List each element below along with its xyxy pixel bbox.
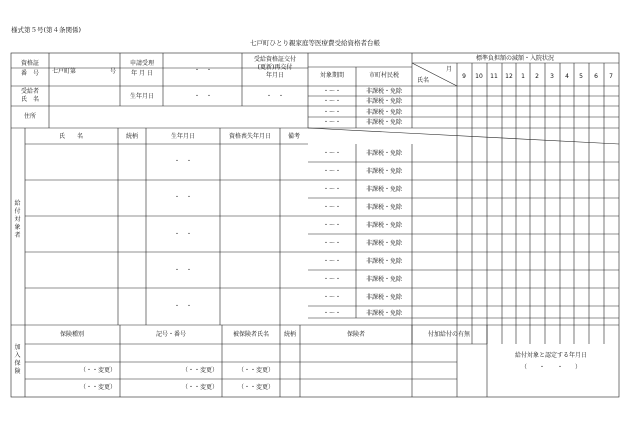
month-col: 12	[505, 73, 513, 80]
period-value: ・〜・	[322, 310, 342, 317]
certification-date-label: 給付対象と認定する年月日	[514, 352, 588, 359]
recipient-birthdate-value: ・ ・	[193, 93, 213, 100]
col-remarks-header: 備考	[287, 133, 301, 140]
col-birthdate-header: 生年月日	[170, 133, 196, 140]
col-name-header: 氏 名	[58, 133, 84, 140]
beneficiary-birthdate: ・ ・	[173, 194, 193, 201]
period-value: ・〜・	[322, 258, 342, 265]
certification-date-value: （ ・ ・ ）	[520, 364, 582, 371]
tax-status-value: 非課税・免除	[365, 276, 403, 283]
type-change-note: （・・変更）	[80, 384, 117, 391]
tax-status-value: 非課税・免除	[365, 150, 403, 157]
insurance-side-label: 加入保険	[14, 344, 21, 375]
col-insurer: 保険者	[346, 331, 366, 338]
period-value: ・〜・	[322, 204, 342, 211]
beneficiary-birthdate: ・ ・	[173, 158, 193, 165]
period-value: ・〜・	[322, 109, 342, 116]
col-loss-date-header: 資格喪失年月日	[228, 133, 272, 140]
tax-status-value: 非課税・免除	[365, 168, 403, 175]
tax-status-value: 非課税・免除	[365, 109, 403, 116]
tax-status-value: 非課税・免除	[365, 310, 403, 317]
period-value: ・〜・	[322, 294, 342, 301]
tax-status-value: 非課税・免除	[365, 119, 403, 126]
insured-change-note: （・・変更）	[238, 384, 275, 391]
beneficiary-birthdate: ・ ・	[173, 267, 193, 274]
tax-status-value: 非課税・免除	[365, 294, 403, 301]
month-col: 11	[490, 73, 498, 80]
col-additional-benefit: 付加給付の有無	[427, 331, 471, 338]
form-frame	[11, 53, 619, 397]
insured-change-note: （・・変更）	[238, 367, 275, 374]
tax-status-value: 非課税・免除	[365, 98, 403, 105]
col-insured-name: 被保険者氏名	[232, 331, 270, 338]
tax-status-value: 非課税・免除	[365, 240, 403, 247]
recipient-birthdate-label: 生年月日	[129, 93, 155, 100]
tax-status-value: 非課税・免除	[365, 222, 403, 229]
form-title: 七戸町ひとり親家庭等医療費受給資格者台帳	[250, 39, 380, 47]
reissue-date-value: ・ ・	[265, 93, 285, 100]
recipient-name-label: 受給者 氏 名	[20, 88, 40, 103]
application-date-value: ・ ・	[193, 67, 213, 74]
municipal-tax-header: 市町村民税	[368, 72, 400, 79]
period-value: ・〜・	[322, 119, 342, 126]
number-suffix: 号	[110, 68, 117, 75]
period-value: ・〜・	[322, 88, 342, 95]
tax-status-value: 非課税・免除	[365, 186, 403, 193]
address-label: 住所	[23, 113, 37, 120]
month-col: 9	[462, 73, 466, 80]
town-prefix: 七戸町第	[52, 68, 77, 75]
month-col: 4	[565, 73, 569, 80]
month-col: 7	[609, 73, 613, 80]
period-value: ・〜・	[322, 150, 342, 157]
period-value: ・〜・	[322, 240, 342, 247]
month-col: 5	[579, 73, 583, 80]
month-label: 月	[446, 66, 453, 73]
symbol-change-note: （・・変更）	[182, 384, 219, 391]
month-col: 2	[535, 73, 539, 80]
application-receipt-label: 申請受理 年 月 日	[129, 60, 155, 77]
beneficiaries-side-label: 給付対象者	[14, 200, 21, 239]
symbol-change-note: （・・変更）	[182, 367, 219, 374]
form-number: 様式第５号(第４条関係)	[11, 26, 82, 34]
col-relation-header: 続柄	[125, 133, 139, 140]
period-value: ・〜・	[322, 276, 342, 283]
type-change-note: （・・変更）	[80, 367, 117, 374]
target-period-header: 対象期間	[319, 72, 345, 79]
period-value: ・〜・	[322, 168, 342, 175]
month-col: 3	[550, 73, 554, 80]
reissue-date-label: 受給資格証交付 (更新)再交付 年月日	[253, 56, 297, 79]
col-insurance-relation: 続柄	[283, 331, 297, 338]
tax-status-value: 非課税・免除	[365, 258, 403, 265]
qualification-number-label: 資格証 番 号	[20, 60, 40, 77]
beneficiary-birthdate: ・ ・	[173, 303, 193, 310]
month-col: 6	[594, 73, 598, 80]
period-value: ・〜・	[322, 222, 342, 229]
beneficiary-birthdate: ・ ・	[173, 231, 193, 238]
tax-status-value: 非課税・免除	[365, 204, 403, 211]
col-symbol-number: 記号・番号	[155, 331, 187, 338]
month-col: 1	[521, 73, 525, 80]
col-insurance-type: 保険種別	[59, 331, 85, 338]
period-value: ・〜・	[322, 98, 342, 105]
period-value: ・〜・	[322, 186, 342, 193]
tax-status-value: 非課税・免除	[365, 88, 403, 95]
month-col: 10	[475, 73, 483, 80]
burden-status-header: 標準負担額の減額・入院状況	[475, 55, 555, 62]
name-corner-label: 氏名	[417, 77, 430, 84]
